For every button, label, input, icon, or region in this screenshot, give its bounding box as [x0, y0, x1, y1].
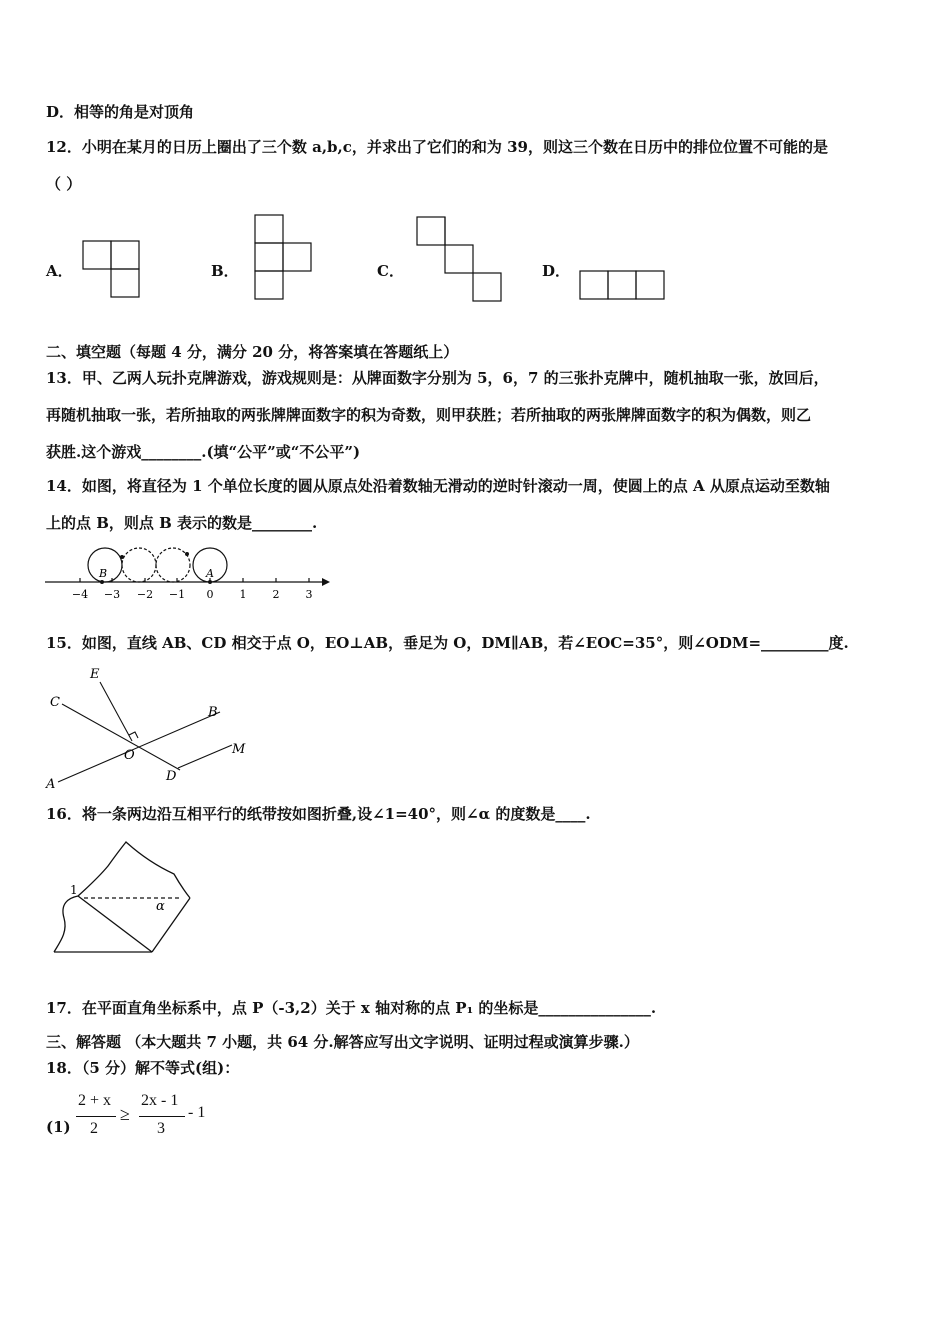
line-dm	[178, 745, 232, 768]
relation-symbol: ≥	[120, 1104, 130, 1124]
q12-option-d-figure	[577, 268, 667, 302]
fold-line	[78, 896, 152, 952]
label-a: A	[46, 777, 56, 792]
point-on-circle-2	[185, 552, 189, 556]
q16-stem: 16．将一条两边沿互相平行的纸带按如图折叠,设∠1=40°，则∠α 的度数是____.	[46, 805, 591, 823]
tick-label: −4	[71, 588, 89, 601]
q14-line-1: 14．如图，将直径为 1 个单位长度的圆从原点处沿着数轴无滑动的逆时针滚动一周，使圆上的点 A 从原点运动至数轴	[46, 477, 830, 495]
q12-option-b-figure	[252, 212, 316, 302]
label-d: D	[166, 769, 177, 784]
point-a-dot	[208, 580, 212, 584]
q15-stem: 15．如图，直线 AB、CD 相交于点 O，EO⊥AB，垂足为 O，DM∥AB，若∠EOC=35°，则∠ODM=_________度.	[46, 634, 849, 652]
tick-label: −1	[168, 588, 186, 601]
label-b: B	[99, 567, 108, 580]
q13-line-1: 13．甲、乙两人玩扑克牌游戏，游戏规则是：从牌面数字分别为 5，6，7 的三张扑克牌中，随机抽取一张，放回后，	[46, 369, 829, 387]
q18-stem: 18．（5 分）解不等式(组)：	[46, 1059, 240, 1077]
lhs-fraction-bar	[76, 1116, 116, 1117]
number-line-arrow	[322, 578, 330, 586]
q12-option-a-figure	[80, 238, 144, 300]
q12-option-c-figure	[414, 214, 506, 304]
q14-number-line-figure	[40, 540, 340, 604]
q12-option-d-label: D．	[542, 262, 571, 280]
lhs-numerator: 2 + x	[78, 1092, 112, 1109]
label-e: E	[90, 667, 100, 682]
strip-left-edge	[54, 896, 78, 952]
q12-paren: （ ）	[46, 175, 82, 193]
section-3-header: 三、解答题 （本大题共 7 小题，共 64 分.解答应写出文字说明、证明过程或演算步骤.）	[46, 1033, 639, 1051]
q13-line-2: 再随机抽取一张，若所抽取的两张牌牌面数字的积为奇数，则甲获胜；若所抽取的两张牌牌面数字的积为偶数，则乙	[46, 406, 812, 424]
section-2-header: 二、填空题（每题 4 分，满分 20 分，将答案填在答题纸上）	[46, 343, 459, 361]
q18-part-label: (1)	[46, 1118, 71, 1136]
q12-stem: 12．小明在某月的日历上圈出了三个数 a,b,c，并求出了它们的和为 39，则这三个数在日历中的排位位置不可能的是	[46, 138, 828, 156]
rhs-fraction-bar	[139, 1116, 185, 1117]
tick-label: 0	[206, 588, 214, 601]
lhs-denominator: 2	[90, 1120, 98, 1137]
label-m: M	[232, 742, 246, 757]
rhs-tail: - 1	[188, 1104, 206, 1121]
line-eo	[100, 682, 132, 741]
label-alpha: α	[156, 899, 165, 914]
point-b-dot	[100, 580, 104, 584]
tick-label: 2	[272, 588, 280, 601]
label-b: B	[208, 705, 218, 720]
tick-label: 3	[305, 588, 313, 601]
rhs-numerator: 2x - 1	[141, 1092, 179, 1109]
q14-line-2: 上的点 B，则点 B 表示的数是________.	[46, 514, 318, 532]
tick-label: −3	[103, 588, 121, 601]
label-angle-1: 1	[70, 883, 78, 897]
q11-option-d: D．相等的角是对顶角	[46, 103, 195, 121]
q12-option-b-label: B．	[211, 262, 239, 280]
q17-stem: 17．在平面直角坐标系中，点 P（-3,2）关于 x 轴对称的点 P₁ 的坐标是_______________.	[46, 999, 657, 1017]
circle-rolling-2	[156, 548, 190, 582]
rhs-denominator: 3	[157, 1120, 165, 1137]
q16-folded-strip-figure	[48, 838, 198, 958]
circle-rolling-1	[122, 548, 156, 582]
q12-option-a-label: A．	[46, 262, 73, 280]
label-o: O	[124, 748, 135, 763]
q15-lines-figure	[40, 662, 260, 792]
label-a: A	[206, 567, 214, 580]
tick-label: −2	[136, 588, 154, 601]
q12-option-c-label: C．	[377, 262, 404, 280]
q13-line-3: 获胜.这个游戏________.(填“公平”或“不公平”)	[46, 443, 361, 461]
strip-top-edge	[78, 842, 190, 898]
label-c: C	[50, 695, 60, 710]
tick-label: 1	[239, 588, 247, 601]
point-on-circle	[120, 555, 124, 559]
